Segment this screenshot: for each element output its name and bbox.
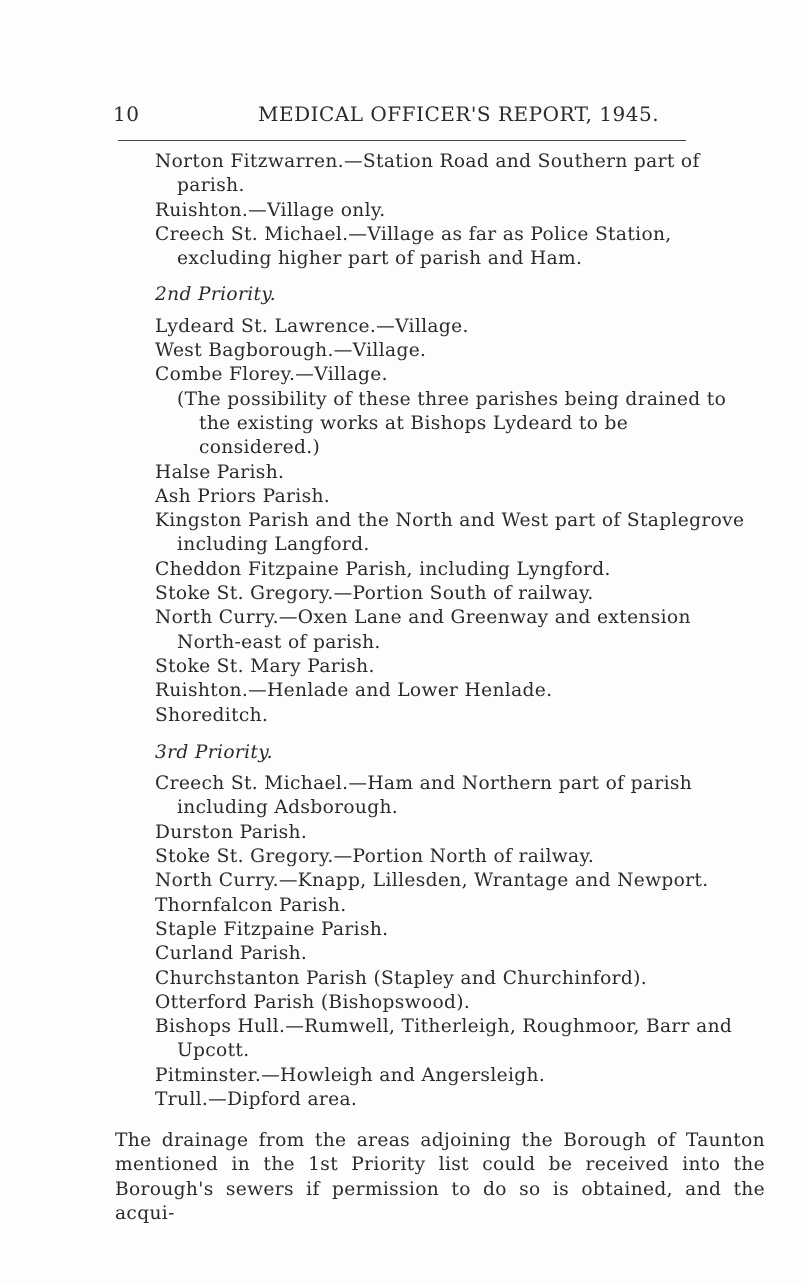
list-item: Combe Florey.—Village. [155,364,388,386]
second-priority-heading: 2nd Priority. [155,284,276,306]
list-item: North Curry.—Oxen Lane and Greenway and extension North-east of parish. [155,607,691,653]
list-item: Kingston Parish and the North and West part of Staplegrove including Langford. [155,510,745,556]
list-item: West Bagborough.—Village. [155,340,427,362]
list-item: Churchstanton Parish (Stapley and Churchinford). [155,967,648,989]
list-item: Ruishton.—Henlade and Lower Henlade. [155,680,553,702]
list-item: Bishops Hull.—Rumwell, Titherleigh, Roughmoor, Barr and Upcott. [155,1016,733,1062]
first-priority-continuation [155,150,755,271]
running-title: MEDICAL OFFICER'S REPORT, 1945. [258,102,660,126]
list-item: Curland Parish. [155,943,308,965]
list-item: Ash Priors Parish. [155,485,331,507]
priority-lists [155,150,755,1112]
list-item: Halse Parish. [155,461,285,483]
second-priority-list [155,315,755,728]
list-item: Stoke St. Gregory.—Portion North of railway. [155,846,595,868]
list-item: Lydeard St. Lawrence.—Village. [155,315,469,337]
list-item: Shoreditch. [155,704,269,726]
list-item: Ruishton.—Village only. [155,199,386,221]
list-item: Otterford Parish (Bishopswood). [155,991,471,1013]
third-priority-list [155,772,755,1112]
list-note: (The possibility of these three parishes being drained to the existing works at Bishops Lydeard to be considered.) [177,388,727,459]
list-item: North Curry.—Knapp, Lillesden, Wrantage and Newport. [155,870,709,892]
third-priority-heading: 3rd Priority. [155,741,273,763]
list-item: Cheddon Fitzpaine Parish, including Lyngford. [155,558,611,580]
header-rule [118,140,686,141]
list-item: Staple Fitzpaine Parish. [155,918,389,940]
list-item: Creech St. Michael.—Village as far as Police Station, excluding higher part of parish and Ham. [155,223,672,270]
closing-paragraph: The drainage from the areas adjoining the Borough of Taunton mentioned in the 1st Priority list could be received into the Borough's sewers if permission to do so is obtained, and the acqui- [115,1130,765,1224]
list-item: Trull.—Dipford area. [155,1088,358,1110]
page-header [113,102,660,132]
list-item: Pitminster.—Howleigh and Angersleigh. [155,1064,546,1086]
list-item: Creech St. Michael.—Ham and Northern part of parish including Adsborough. [155,773,693,819]
list-item: Norton Fitzwarren.—Station Road and Southern part of parish. [155,151,700,197]
list-item: Thornfalcon Parish. [155,894,347,916]
list-item: Stoke St. Mary Parish. [155,655,375,677]
list-item: Durston Parish. [155,821,308,843]
list-item: Stoke St. Gregory.—Portion South of railway. [155,583,594,605]
page-number: 10 [113,102,140,126]
